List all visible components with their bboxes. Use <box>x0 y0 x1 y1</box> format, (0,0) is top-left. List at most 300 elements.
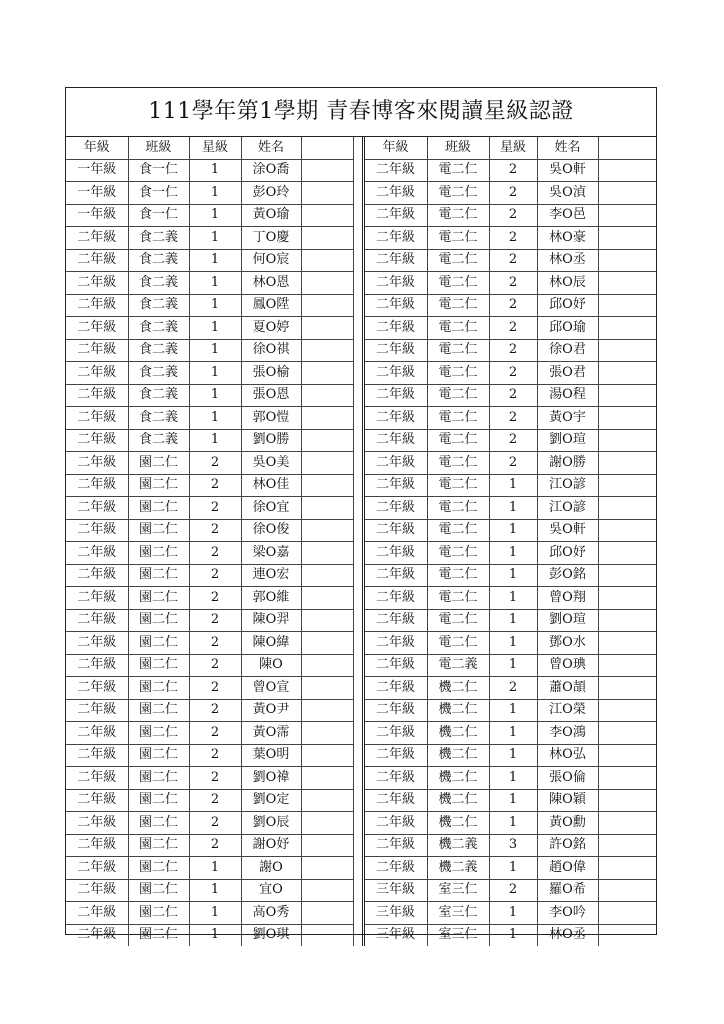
right-header-class: 班級 <box>427 137 489 159</box>
left-star-cell: 1 <box>189 317 241 340</box>
right-grade-cell: 二年級 <box>363 654 427 677</box>
right-grade-cell: 二年級 <box>363 497 427 520</box>
right-spare-cell <box>598 407 656 430</box>
left-class-cell: 園二仁 <box>128 474 189 497</box>
right-spare-cell <box>598 767 656 790</box>
right-star-cell: 1 <box>489 812 537 835</box>
left-star-cell: 1 <box>189 249 241 272</box>
left-class-cell: 園二仁 <box>128 924 189 946</box>
left-class-cell: 食一仁 <box>128 182 189 205</box>
left-name-cell: 連O宏 <box>241 564 301 587</box>
table-row <box>66 159 656 182</box>
right-grade-cell: 二年級 <box>363 159 427 182</box>
left-name-cell: 劉O勝 <box>241 429 301 452</box>
right-name-cell: 李O鴻 <box>537 722 598 745</box>
right-name-cell: 陳O穎 <box>537 789 598 812</box>
right-spare-cell <box>598 204 656 227</box>
left-grade-cell: 二年級 <box>66 339 128 362</box>
left-star-cell: 1 <box>189 902 241 925</box>
right-grade-cell: 三年級 <box>363 902 427 925</box>
left-spare-cell <box>301 722 353 745</box>
right-spare-cell <box>598 699 656 722</box>
right-spare-cell <box>598 159 656 182</box>
right-name-cell: 林O丞 <box>537 249 598 272</box>
left-class-cell: 園二仁 <box>128 677 189 700</box>
right-star-cell: 1 <box>489 654 537 677</box>
table-row <box>66 204 656 227</box>
left-name-cell: 黃O霈 <box>241 722 301 745</box>
left-star-cell: 1 <box>189 294 241 317</box>
column-gap <box>353 204 363 227</box>
left-star-cell: 2 <box>189 632 241 655</box>
left-grade-cell: 一年級 <box>66 204 128 227</box>
left-spare-cell <box>301 609 353 632</box>
right-star-cell: 1 <box>489 767 537 790</box>
left-header-name: 姓名 <box>241 137 301 159</box>
left-grade-cell: 二年級 <box>66 407 128 430</box>
left-spare-cell <box>301 699 353 722</box>
table-row <box>66 902 656 925</box>
table-row <box>66 362 656 385</box>
right-grade-cell: 二年級 <box>363 339 427 362</box>
right-name-cell: 張O倫 <box>537 767 598 790</box>
right-spare-cell <box>598 249 656 272</box>
right-star-cell: 1 <box>489 744 537 767</box>
left-star-cell: 2 <box>189 722 241 745</box>
right-star-cell: 2 <box>489 384 537 407</box>
left-star-cell: 1 <box>189 159 241 182</box>
right-name-cell: 曾O琠 <box>537 654 598 677</box>
left-spare-cell <box>301 407 353 430</box>
left-spare-cell <box>301 744 353 767</box>
right-star-cell: 2 <box>489 677 537 700</box>
right-class-cell: 電二仁 <box>427 407 489 430</box>
right-class-cell: 電二仁 <box>427 227 489 250</box>
left-class-cell: 食一仁 <box>128 204 189 227</box>
left-class-cell: 園二仁 <box>128 654 189 677</box>
left-spare-cell <box>301 789 353 812</box>
right-grade-cell: 二年級 <box>363 272 427 295</box>
right-name-cell: 邱O瑜 <box>537 317 598 340</box>
right-grade-cell: 三年級 <box>363 879 427 902</box>
right-spare-cell <box>598 272 656 295</box>
left-star-cell: 1 <box>189 227 241 250</box>
left-grade-cell: 二年級 <box>66 654 128 677</box>
left-class-cell: 園二仁 <box>128 812 189 835</box>
right-name-cell: 吳O軒 <box>537 159 598 182</box>
right-star-cell: 2 <box>489 227 537 250</box>
left-name-cell: 何O宸 <box>241 249 301 272</box>
right-grade-cell: 二年級 <box>363 834 427 857</box>
right-class-cell: 電二仁 <box>427 204 489 227</box>
table-row <box>66 384 656 407</box>
right-grade-cell: 二年級 <box>363 182 427 205</box>
column-gap <box>353 924 363 946</box>
column-gap <box>353 272 363 295</box>
right-name-cell: 吳O軒 <box>537 519 598 542</box>
column-gap <box>353 137 363 159</box>
left-grade-cell: 二年級 <box>66 677 128 700</box>
left-spare-cell <box>301 654 353 677</box>
column-gap <box>353 249 363 272</box>
column-gap <box>353 632 363 655</box>
column-gap <box>353 182 363 205</box>
left-star-cell: 2 <box>189 564 241 587</box>
left-grade-cell: 一年級 <box>66 182 128 205</box>
left-class-cell: 食二義 <box>128 384 189 407</box>
right-class-cell: 電二仁 <box>427 159 489 182</box>
left-class-cell: 園二仁 <box>128 834 189 857</box>
table-row <box>66 722 656 745</box>
right-spare-cell <box>598 474 656 497</box>
left-name-cell: 陳O羿 <box>241 609 301 632</box>
left-spare-cell <box>301 249 353 272</box>
right-name-cell: 謝O勝 <box>537 452 598 475</box>
right-star-cell: 1 <box>489 474 537 497</box>
left-name-cell: 吳O美 <box>241 452 301 475</box>
right-star-cell: 2 <box>489 339 537 362</box>
right-header-star: 星級 <box>489 137 537 159</box>
left-star-cell: 1 <box>189 272 241 295</box>
right-spare-cell <box>598 857 656 880</box>
right-grade-cell: 二年級 <box>363 294 427 317</box>
table-row <box>66 452 656 475</box>
left-grade-cell: 二年級 <box>66 362 128 385</box>
left-class-cell: 園二仁 <box>128 902 189 925</box>
column-gap <box>353 227 363 250</box>
left-spare-cell <box>301 474 353 497</box>
right-name-cell: 羅O希 <box>537 879 598 902</box>
column-gap <box>353 362 363 385</box>
table-row <box>66 587 656 610</box>
right-star-cell: 1 <box>489 497 537 520</box>
left-spare-cell <box>301 339 353 362</box>
table-row <box>66 834 656 857</box>
left-spare-cell <box>301 879 353 902</box>
right-star-cell: 1 <box>489 699 537 722</box>
left-star-cell: 2 <box>189 699 241 722</box>
left-grade-cell: 二年級 <box>66 227 128 250</box>
column-gap <box>353 564 363 587</box>
right-name-cell: 徐O君 <box>537 339 598 362</box>
left-grade-cell: 二年級 <box>66 789 128 812</box>
left-name-cell: 劉O定 <box>241 789 301 812</box>
left-grade-cell: 一年級 <box>66 159 128 182</box>
column-gap <box>353 407 363 430</box>
right-spare-cell <box>598 429 656 452</box>
right-spare-cell <box>598 339 656 362</box>
right-grade-cell: 二年級 <box>363 407 427 430</box>
right-star-cell: 2 <box>489 879 537 902</box>
left-name-cell: 陳O <box>241 654 301 677</box>
left-star-cell: 2 <box>189 542 241 565</box>
left-star-cell: 1 <box>189 204 241 227</box>
table-row <box>66 924 656 946</box>
right-name-cell: 彭O銘 <box>537 564 598 587</box>
left-spare-cell <box>301 272 353 295</box>
right-grade-cell: 二年級 <box>363 677 427 700</box>
left-grade-cell: 二年級 <box>66 452 128 475</box>
column-gap <box>353 497 363 520</box>
table-row <box>66 879 656 902</box>
right-class-cell: 電二仁 <box>427 294 489 317</box>
right-spare-cell <box>598 542 656 565</box>
left-name-cell: 徐O俊 <box>241 519 301 542</box>
left-name-cell: 丁O慶 <box>241 227 301 250</box>
right-name-cell: 邱O妤 <box>537 542 598 565</box>
right-star-cell: 2 <box>489 272 537 295</box>
right-class-cell: 電二仁 <box>427 497 489 520</box>
column-gap <box>353 609 363 632</box>
left-class-cell: 園二仁 <box>128 542 189 565</box>
left-grade-cell: 二年級 <box>66 924 128 946</box>
right-star-cell: 2 <box>489 452 537 475</box>
right-spare-cell <box>598 137 656 159</box>
right-star-cell: 2 <box>489 317 537 340</box>
right-star-cell: 1 <box>489 632 537 655</box>
left-class-cell: 食二義 <box>128 339 189 362</box>
roster-table <box>66 137 656 946</box>
right-grade-cell: 二年級 <box>363 317 427 340</box>
right-class-cell: 機二仁 <box>427 744 489 767</box>
right-spare-cell <box>598 452 656 475</box>
right-class-cell: 機二義 <box>427 834 489 857</box>
left-name-cell: 曾O宣 <box>241 677 301 700</box>
left-name-cell: 宜O <box>241 879 301 902</box>
right-name-cell: 江O榮 <box>537 699 598 722</box>
right-name-cell: 李O吟 <box>537 902 598 925</box>
left-spare-cell <box>301 519 353 542</box>
left-name-cell: 郭O愷 <box>241 407 301 430</box>
table-row <box>66 519 656 542</box>
left-star-cell: 1 <box>189 339 241 362</box>
right-grade-cell: 二年級 <box>363 362 427 385</box>
left-grade-cell: 二年級 <box>66 632 128 655</box>
left-spare-cell <box>301 587 353 610</box>
left-class-cell: 食二義 <box>128 362 189 385</box>
right-class-cell: 電二仁 <box>427 542 489 565</box>
left-name-cell: 劉O琪 <box>241 924 301 946</box>
table-row <box>66 767 656 790</box>
left-star-cell: 2 <box>189 834 241 857</box>
right-grade-cell: 二年級 <box>363 227 427 250</box>
right-name-cell: 李O邑 <box>537 204 598 227</box>
table-row <box>66 699 656 722</box>
left-name-cell: 彭O玲 <box>241 182 301 205</box>
table-row <box>66 564 656 587</box>
left-name-cell: 張O恩 <box>241 384 301 407</box>
right-grade-cell: 二年級 <box>363 452 427 475</box>
left-name-cell: 徐O祺 <box>241 339 301 362</box>
right-class-cell: 電二仁 <box>427 384 489 407</box>
column-gap <box>353 587 363 610</box>
left-grade-cell: 二年級 <box>66 902 128 925</box>
left-grade-cell: 二年級 <box>66 879 128 902</box>
left-spare-cell <box>301 857 353 880</box>
table-row <box>66 542 656 565</box>
left-star-cell: 2 <box>189 654 241 677</box>
left-spare-cell <box>301 497 353 520</box>
left-name-cell: 陳O緯 <box>241 632 301 655</box>
right-class-cell: 機二仁 <box>427 677 489 700</box>
right-spare-cell <box>598 362 656 385</box>
right-grade-cell: 二年級 <box>363 587 427 610</box>
right-spare-cell <box>598 384 656 407</box>
right-name-cell: 張O君 <box>537 362 598 385</box>
left-class-cell: 食二義 <box>128 429 189 452</box>
right-name-cell: 劉O瑄 <box>537 609 598 632</box>
right-name-cell: 江O諺 <box>537 497 598 520</box>
table-row <box>66 677 656 700</box>
left-grade-cell: 二年級 <box>66 744 128 767</box>
left-spare-cell <box>301 767 353 790</box>
left-class-cell: 園二仁 <box>128 587 189 610</box>
left-star-cell: 2 <box>189 767 241 790</box>
column-gap <box>353 789 363 812</box>
right-name-cell: 林O辰 <box>537 272 598 295</box>
left-class-cell: 食二義 <box>128 227 189 250</box>
right-spare-cell <box>598 317 656 340</box>
right-grade-cell: 二年級 <box>363 812 427 835</box>
right-class-cell: 室三仁 <box>427 902 489 925</box>
right-class-cell: 電二仁 <box>427 587 489 610</box>
column-gap <box>353 677 363 700</box>
right-spare-cell <box>598 789 656 812</box>
column-gap <box>353 834 363 857</box>
right-class-cell: 室三仁 <box>427 924 489 946</box>
left-name-cell: 夏O婷 <box>241 317 301 340</box>
left-name-cell: 謝O妤 <box>241 834 301 857</box>
right-star-cell: 1 <box>489 609 537 632</box>
left-grade-cell: 二年級 <box>66 699 128 722</box>
left-spare-cell <box>301 227 353 250</box>
left-star-cell: 1 <box>189 857 241 880</box>
right-star-cell: 2 <box>489 429 537 452</box>
left-spare-cell <box>301 137 353 159</box>
right-name-cell: 江O諺 <box>537 474 598 497</box>
left-spare-cell <box>301 384 353 407</box>
table-row <box>66 339 656 362</box>
right-grade-cell: 二年級 <box>363 632 427 655</box>
right-name-cell: 許O銘 <box>537 834 598 857</box>
table-row <box>66 744 656 767</box>
table-row <box>66 812 656 835</box>
column-gap <box>353 722 363 745</box>
left-spare-cell <box>301 564 353 587</box>
table-row <box>66 182 656 205</box>
right-grade-cell: 二年級 <box>363 609 427 632</box>
right-star-cell: 1 <box>489 587 537 610</box>
right-spare-cell <box>598 609 656 632</box>
right-name-cell: 劉O瑄 <box>537 429 598 452</box>
right-grade-cell: 二年級 <box>363 722 427 745</box>
right-class-cell: 電二仁 <box>427 519 489 542</box>
right-class-cell: 電二仁 <box>427 339 489 362</box>
left-class-cell: 園二仁 <box>128 699 189 722</box>
table-row <box>66 474 656 497</box>
left-star-cell: 2 <box>189 497 241 520</box>
right-name-cell: 黃O勳 <box>537 812 598 835</box>
left-star-cell: 2 <box>189 452 241 475</box>
right-name-cell: 趙O偉 <box>537 857 598 880</box>
column-gap <box>353 317 363 340</box>
left-star-cell: 2 <box>189 812 241 835</box>
right-spare-cell <box>598 587 656 610</box>
left-class-cell: 食二義 <box>128 249 189 272</box>
column-gap <box>353 767 363 790</box>
right-spare-cell <box>598 812 656 835</box>
right-class-cell: 機二仁 <box>427 767 489 790</box>
left-class-cell: 園二仁 <box>128 452 189 475</box>
right-name-cell: 林O丞 <box>537 924 598 946</box>
right-star-cell: 2 <box>489 294 537 317</box>
right-star-cell: 2 <box>489 362 537 385</box>
right-class-cell: 電二仁 <box>427 609 489 632</box>
right-star-cell: 2 <box>489 182 537 205</box>
left-class-cell: 園二仁 <box>128 879 189 902</box>
left-name-cell: 涂O喬 <box>241 159 301 182</box>
left-star-cell: 1 <box>189 384 241 407</box>
right-spare-cell <box>598 519 656 542</box>
sheet-title: 111學年第1學期 青春博客來閱讀星級認證 <box>66 88 656 137</box>
left-spare-cell <box>301 294 353 317</box>
left-spare-cell <box>301 632 353 655</box>
left-grade-cell: 二年級 <box>66 272 128 295</box>
column-gap <box>353 542 363 565</box>
right-spare-cell <box>598 879 656 902</box>
right-spare-cell <box>598 924 656 946</box>
right-name-cell: 林O弘 <box>537 744 598 767</box>
right-class-cell: 電二仁 <box>427 632 489 655</box>
left-star-cell: 1 <box>189 407 241 430</box>
column-gap <box>353 339 363 362</box>
left-star-cell: 1 <box>189 879 241 902</box>
table-row <box>66 249 656 272</box>
left-spare-cell <box>301 812 353 835</box>
right-name-cell: 黃O宇 <box>537 407 598 430</box>
right-class-cell: 電二仁 <box>427 182 489 205</box>
left-spare-cell <box>301 902 353 925</box>
right-class-cell: 機二仁 <box>427 722 489 745</box>
column-gap <box>353 812 363 835</box>
right-class-cell: 機二仁 <box>427 812 489 835</box>
left-header-class: 班級 <box>128 137 189 159</box>
right-spare-cell <box>598 497 656 520</box>
left-spare-cell <box>301 317 353 340</box>
column-gap <box>353 429 363 452</box>
left-grade-cell: 二年級 <box>66 429 128 452</box>
left-grade-cell: 二年級 <box>66 384 128 407</box>
left-spare-cell <box>301 834 353 857</box>
table-row <box>66 609 656 632</box>
left-class-cell: 園二仁 <box>128 744 189 767</box>
right-name-cell: 林O豪 <box>537 227 598 250</box>
right-class-cell: 電二仁 <box>427 272 489 295</box>
left-grade-cell: 二年級 <box>66 587 128 610</box>
left-spare-cell <box>301 362 353 385</box>
column-gap <box>353 879 363 902</box>
right-grade-cell: 三年級 <box>363 924 427 946</box>
left-class-cell: 園二仁 <box>128 519 189 542</box>
right-class-cell: 電二義 <box>427 654 489 677</box>
left-name-cell: 劉O辰 <box>241 812 301 835</box>
left-name-cell: 黃O尹 <box>241 699 301 722</box>
left-class-cell: 食二義 <box>128 317 189 340</box>
right-grade-cell: 二年級 <box>363 767 427 790</box>
right-star-cell: 1 <box>489 564 537 587</box>
right-class-cell: 室三仁 <box>427 879 489 902</box>
right-class-cell: 電二仁 <box>427 249 489 272</box>
